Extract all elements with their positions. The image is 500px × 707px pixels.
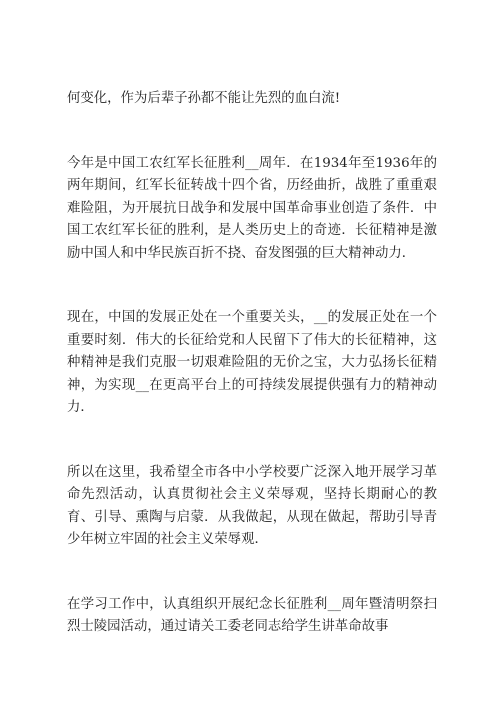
paragraph-3: 现在，中国的发展正处在一个重要关头，__的发展正处在一个重要时刻．伟大的长征给党和人民留下了伟大的长征精神，这种精神是我们克服一切艰难险阻的无价之宝，大力弘扬长征精神，为实现__在更高平台上的可持续发展提供强有力的精神动力． [67,310,437,415]
paragraph-5: 在学习工作中，认真组织开展纪念长征胜利__周年暨清明祭扫烈士陵园活动，通过请关工委老同志给学生讲革命故事 [67,596,437,634]
paragraph-2: 今年是中国工农红军长征胜利__周年．在1934年至1936年的两年期间，红军长征转战十四个省，历经曲折，战胜了重重艰难险阻，为开展抗日战争和发展中国革命事业创造了条件．中国工农红军长征的胜利，是人类历史上的奇迹．长征精神是激励中国人和中华民族百折不挠、奋发图强的巨大精神动力． [67,155,437,261]
document-body [67,88,437,639]
paragraph-4: 所以在这里，我希望全市各中小学校要广泛深入地开展学习革命先烈活动，认真贯彻社会主义荣辱观，坚持长期耐心的教育、引导、熏陶与启蒙．从我做起，从现在做起，帮助引导青少年树立牢固的社会主义荣辱观． [67,464,437,547]
paragraph-1: 何变化，作为后辈子孙都不能让先烈的血白流! [67,91,341,106]
